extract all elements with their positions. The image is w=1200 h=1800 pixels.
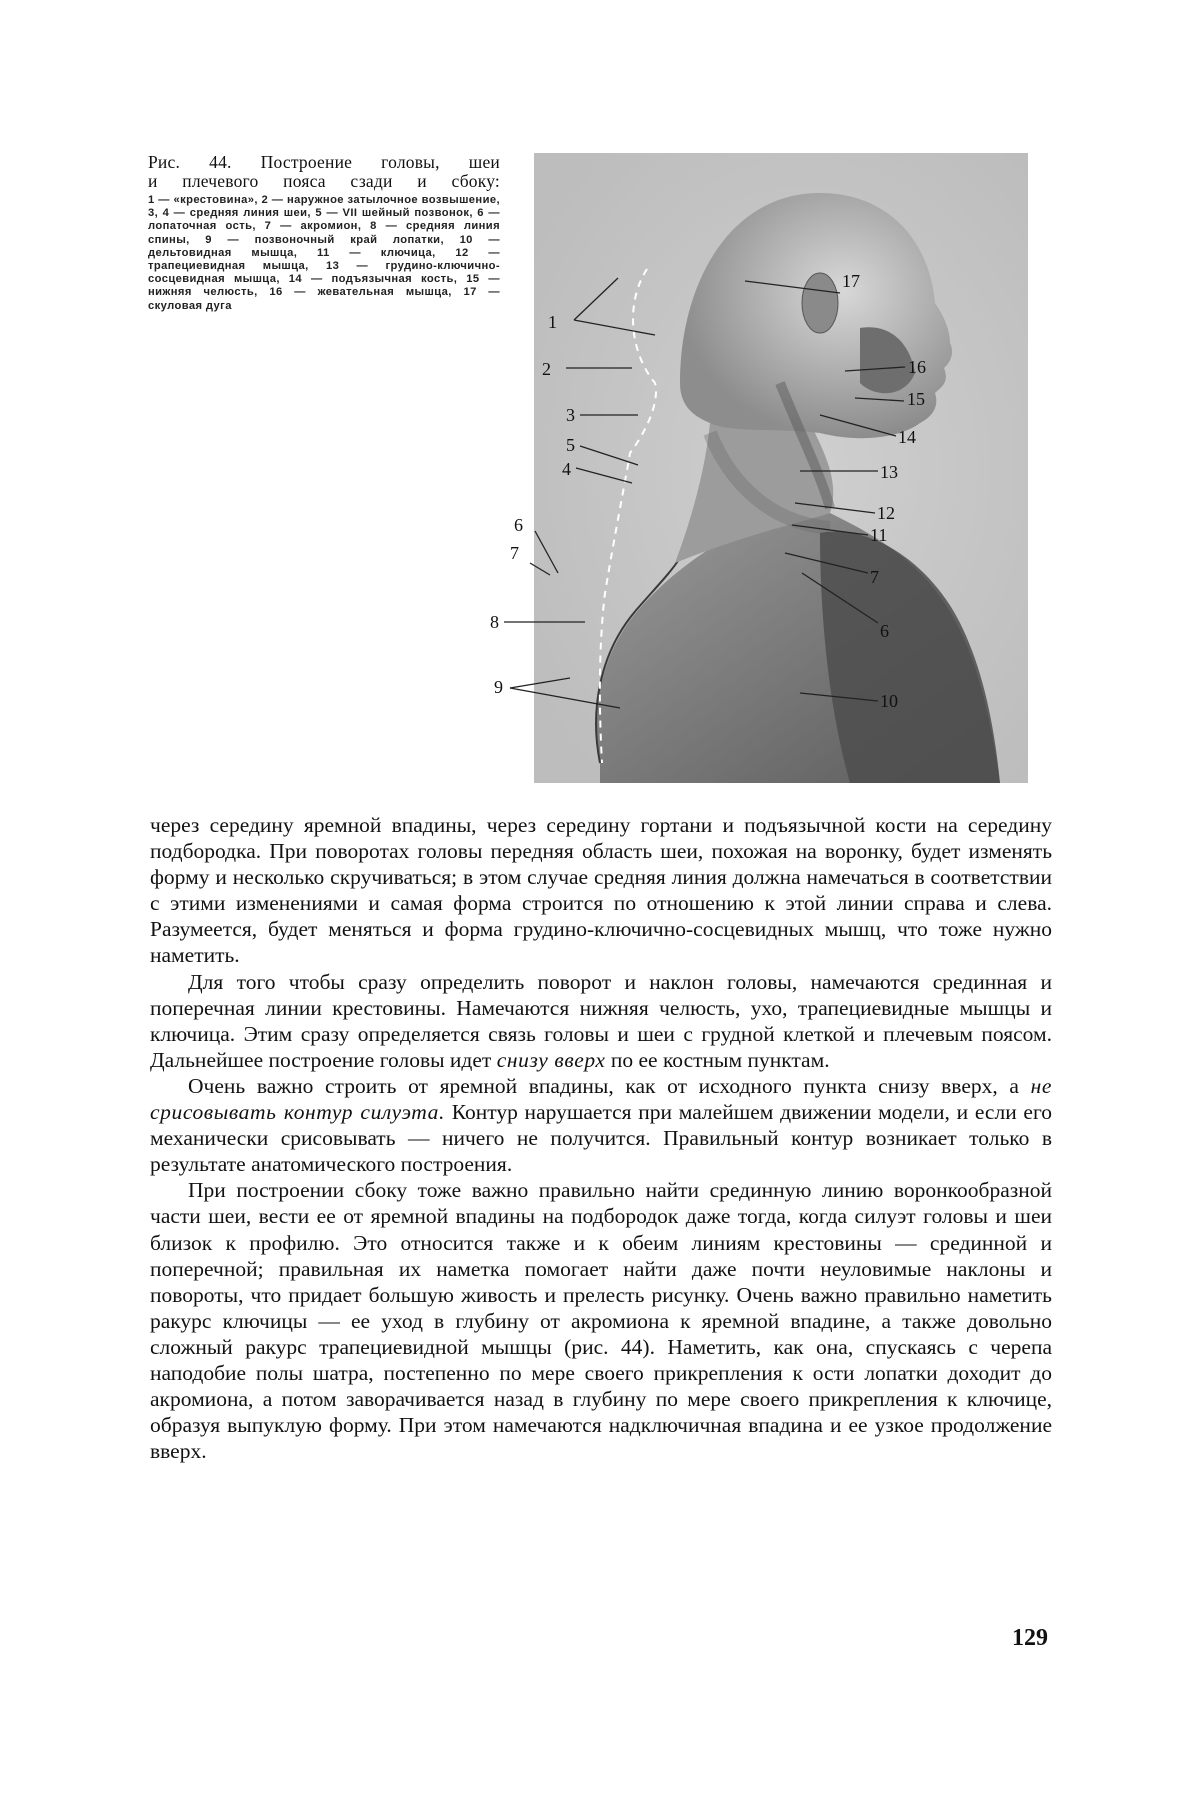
- label-16: 16: [908, 357, 926, 377]
- paragraph-2-emphasis: снизу вверх: [496, 1047, 606, 1072]
- paragraph-2-text-b: по ее костным пунктам.: [610, 1047, 830, 1072]
- paragraph-4: При построении сбоку тоже важно правильно найти срединную линию воронкообразной части шеи, вести ее от яремной впадины на подбородок даже тогда, когда силуэт головы и шеи близок к профилю. Это относится также и к обеим линиям крестовины — срединной и поперечной; правильная их наметка помогает найти даже почти неуловимые наклоны и повороты, что придает большую живость и прелесть рисунку. Очень важно правильно наметить ракурс ключицы — ее уход в глубину от акромиона к яремной впадине, а также довольно сложный ракурс трапециевидной мышцы (рис. 44). Наметить, как она, спускаясь с черепа наподобие полы шатра, постепенно по мере своего прикрепления к ости лопатки доходит до акромиона, а потом заворачивается назад в глубину по мере своего прикрепления к ключице, образуя выпуклую форму. При этом намечаются надключичная впадина и ее узкое продолжение вверх.: [150, 1178, 1052, 1464]
- label-2: 2: [542, 359, 551, 379]
- label-17: 17: [842, 271, 860, 291]
- caption-title: [148, 153, 500, 191]
- caption-title-line-2: и плечевого пояса сзади и сбоку:: [148, 171, 500, 191]
- label-7-right: 7: [870, 567, 879, 587]
- label-7-left: 7: [510, 543, 519, 563]
- label-15: 15: [907, 389, 925, 409]
- ear-shape: [802, 273, 838, 333]
- label-6-left: 6: [514, 515, 523, 535]
- figure-caption: [148, 153, 500, 313]
- label-10: 10: [880, 691, 898, 711]
- label-11: 11: [870, 525, 888, 545]
- label-13: 13: [880, 462, 898, 482]
- label-8: 8: [490, 612, 499, 632]
- page-number: 129: [1012, 1625, 1048, 1651]
- paragraph-2-text-a: Для того чтобы сразу определить поворот и наклон головы, намечаются срединная и поперечная линии крестовины. Намечаются нижняя челюсть, ухо, трапециевидные мышцы и ключица. Этим сразу определяется связь головы и шеи с грудной клеткой и плечевым поясом. Дальнейшее построение головы идет: [150, 969, 1052, 1072]
- paragraph-3-emphasis: не срисовывать контур силуэта.: [150, 1073, 1053, 1125]
- caption-title-line-1: Рис. 44. Построение головы, шеи: [148, 152, 500, 172]
- label-3: 3: [566, 405, 575, 425]
- anatomical-figure: [490, 153, 1032, 783]
- paragraph-3-text-a: Очень важно строить от яремной впадины, как от исходного пункта снизу вверх, а: [188, 1073, 1019, 1098]
- label-6-right: 6: [880, 621, 889, 641]
- paragraph-2: [150, 969, 1052, 1073]
- label-1: 1: [548, 312, 557, 332]
- label-9: 9: [494, 677, 503, 697]
- label-12: 12: [877, 503, 895, 523]
- label-14: 14: [898, 427, 916, 447]
- label-5: 5: [566, 435, 575, 455]
- paragraph-3-text-b: Контур нарушается при малейшем движении модели, и если его механически срисовывать — ничего не получится. Правильный контур возникает только в результате анатомического построения.: [150, 1100, 1052, 1177]
- paragraph-1: через середину яремной впадины, через середину гортани и подъязычной кости на середину подбородка. При поворотах головы передняя область шеи, похожая на воронку, будет изменять форму и несколько скручиваться; в этом случае средняя линия должна намечаться в соответствии с этими изменениями и самая форма строится по отношению к этой линии справа и слева. Разумеется, будет меняться и форма грудино-ключично-сосцевидных мышц, что тоже нужно наметить.: [150, 813, 1052, 968]
- paragraph-3: [150, 1073, 1052, 1177]
- label-4: 4: [562, 459, 571, 479]
- body-text: [150, 812, 1052, 1464]
- caption-legend: 1 — «крестовина», 2 — наружное затылочное возвышение, 3, 4 — средняя линия шеи, 5 — VII шейный позвонок, 6 — лопаточная ость, 7 — акромион, 8 — средняя линия спины, 9 — позвоночный край лопатки, 10 — дельтовидная мышца, 11 — ключица, 12 — трапециевидная мышца, 13 — грудино-ключично-сосцевидная мышца, 14 — подъязычная кость, 15 — нижняя челюсть, 16 — жевательная мышца, 17 — скуловая дуга: [148, 194, 500, 312]
